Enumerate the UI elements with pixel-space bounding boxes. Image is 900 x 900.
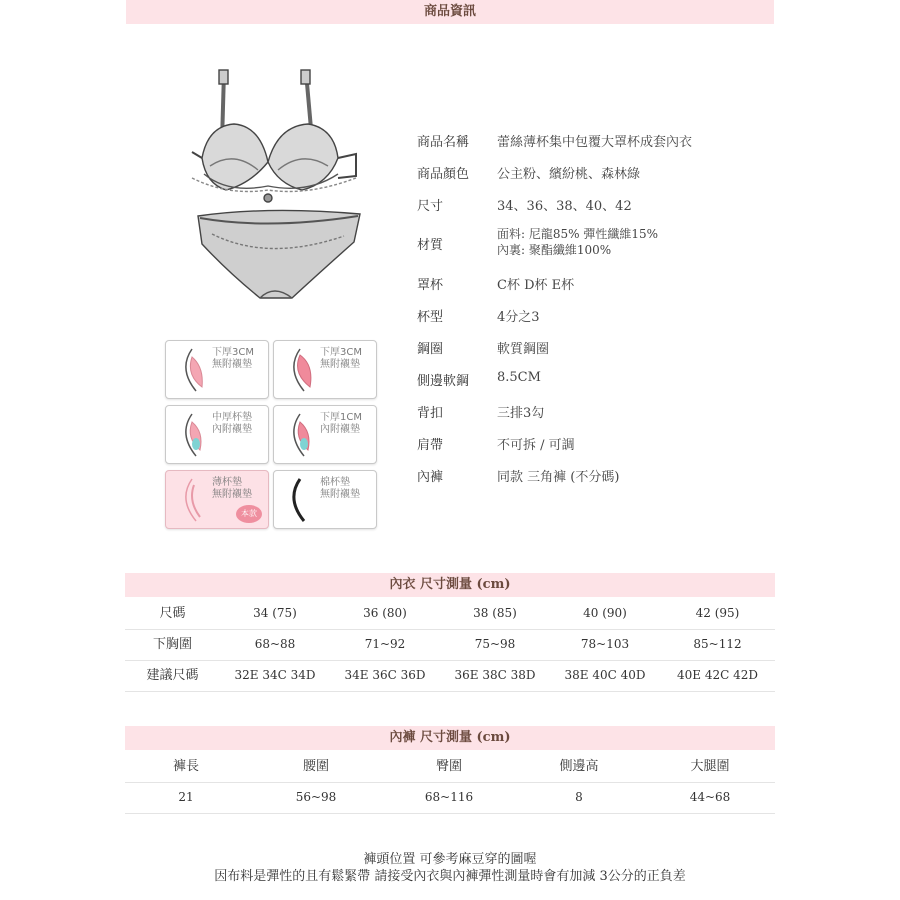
note-line-2: 因布料是彈性的且有鬆緊帶 請接受內衣與內褲彈性測量時會有加減 3公分的正負差 xyxy=(214,869,686,884)
table-cell: 44~68 xyxy=(689,790,731,804)
table-cell: 34E 36C 36D xyxy=(344,668,426,682)
table-cell: 75~98 xyxy=(474,637,516,651)
panty-size-title: 內褲 尺寸測量 (cm) xyxy=(389,730,511,745)
table-cell: 85~112 xyxy=(693,637,742,651)
spec-value-line2: 內裏: 聚酯纖維100% xyxy=(497,243,612,257)
pad-option-cotton[interactable] xyxy=(273,470,377,529)
column-header: 側邊高 xyxy=(559,759,599,774)
table-cell: 32E 34C 34D xyxy=(234,668,316,682)
table-cell: 40 (90) xyxy=(583,606,627,620)
pad-option-label: 棉杯墊 無附襯墊 xyxy=(320,477,360,500)
spec-value: C杯 D杯 E杯 xyxy=(497,278,575,293)
cup-profile-icon xyxy=(282,477,316,523)
spec-value: 同款 三角褲 (不分碼) xyxy=(497,470,620,485)
table-cell: 78~103 xyxy=(580,637,630,651)
pad-option-thick-plain[interactable] xyxy=(273,340,377,399)
spec-key: 尺寸 xyxy=(417,199,444,214)
table-cell: 56~98 xyxy=(295,790,337,804)
table-cell: 34 (75) xyxy=(253,606,297,620)
spec-key: 杯型 xyxy=(417,310,444,325)
table-header-row xyxy=(125,751,775,783)
table-row xyxy=(125,782,775,814)
table-cell: 40E 42C 42D xyxy=(677,668,758,682)
spec-value: 軟質鋼圈 xyxy=(497,342,550,357)
pad-option-mid-plain[interactable] xyxy=(273,405,377,464)
pad-option-label: 下厚1CM 內附襯墊 xyxy=(320,412,362,435)
product-image xyxy=(188,66,368,316)
table-row xyxy=(125,598,775,630)
column-header: 臀圍 xyxy=(435,759,462,774)
spec-key: 材質 xyxy=(417,238,444,253)
cup-profile-icon xyxy=(174,477,208,523)
table-row xyxy=(125,660,775,692)
row-label: 尺碼 xyxy=(159,606,186,621)
table-cell: 42 (95) xyxy=(695,606,740,620)
row-label: 建議尺碼 xyxy=(146,668,199,683)
bra-size-header xyxy=(125,573,775,597)
row-label: 下胸圍 xyxy=(152,637,192,652)
spec-value: 蕾絲薄杯集中包覆大罩杯成套內衣 xyxy=(497,135,693,150)
pad-option-label: 下厚3CM 無附襯墊 xyxy=(212,347,254,370)
bra-size-title: 內衣 尺寸測量 (cm) xyxy=(389,577,511,592)
spec-value: 公主粉、繽紛桃、森林綠 xyxy=(497,167,641,182)
spec-value: 4分之3 xyxy=(497,310,540,325)
spec-value: 三排3勾 xyxy=(497,406,545,421)
table-cell: 68~88 xyxy=(254,637,296,651)
table-cell: 21 xyxy=(178,790,194,804)
product-info-title: 商品資訊 xyxy=(423,4,476,19)
pad-option-label: 薄杯墊 無附襯墊 xyxy=(212,477,252,500)
spec-key: 側邊軟鋼 xyxy=(417,374,470,389)
table-cell: 38E 40C 40D xyxy=(564,668,646,682)
cup-profile-icon xyxy=(174,347,208,393)
spec-value: 不可拆 / 可調 xyxy=(497,438,575,453)
spec-key: 背扣 xyxy=(417,406,444,421)
table-cell: 38 (85) xyxy=(473,606,517,620)
table-cell: 8 xyxy=(575,790,583,804)
pad-option-label: 下厚3CM 無附襯墊 xyxy=(320,347,362,370)
table-cell: 36 (80) xyxy=(363,606,407,620)
spec-key: 內褲 xyxy=(417,470,444,485)
spec-key: 鋼圈 xyxy=(417,342,444,357)
spec-value: 面料: 尼龍85% 彈性纖維15% xyxy=(497,227,659,241)
table-cell: 36E 38C 38D xyxy=(454,668,536,682)
table-cell: 71~92 xyxy=(364,637,406,651)
product-info-header xyxy=(126,0,774,24)
spec-key: 商品名稱 xyxy=(417,135,470,150)
pad-option-thin[interactable] xyxy=(165,470,269,529)
column-header: 褲長 xyxy=(172,759,199,774)
current-style-badge: 本款 xyxy=(236,505,262,523)
column-header: 大腿圍 xyxy=(690,759,730,774)
spec-key: 肩帶 xyxy=(417,438,444,453)
spec-key: 罩杯 xyxy=(417,278,444,293)
spec-value: 34、36、38、40、42 xyxy=(497,199,632,214)
pad-option-thick[interactable] xyxy=(165,340,269,399)
pad-option-mid[interactable] xyxy=(165,405,269,464)
cup-profile-icon xyxy=(174,412,208,458)
panty-size-header xyxy=(125,726,775,750)
spec-key: 商品顏色 xyxy=(417,167,470,182)
spec-value: 8.5CM xyxy=(497,370,541,385)
table-row xyxy=(125,629,775,661)
table-cell: 68~116 xyxy=(424,790,474,804)
cup-profile-icon xyxy=(282,412,316,458)
cup-profile-icon xyxy=(282,347,316,393)
pad-option-label: 中厚杯墊 內附襯墊 xyxy=(212,412,252,435)
column-header: 腰圍 xyxy=(302,759,329,774)
note-line-1: 褲頭位置 可參考麻豆穿的圖喔 xyxy=(363,852,537,867)
